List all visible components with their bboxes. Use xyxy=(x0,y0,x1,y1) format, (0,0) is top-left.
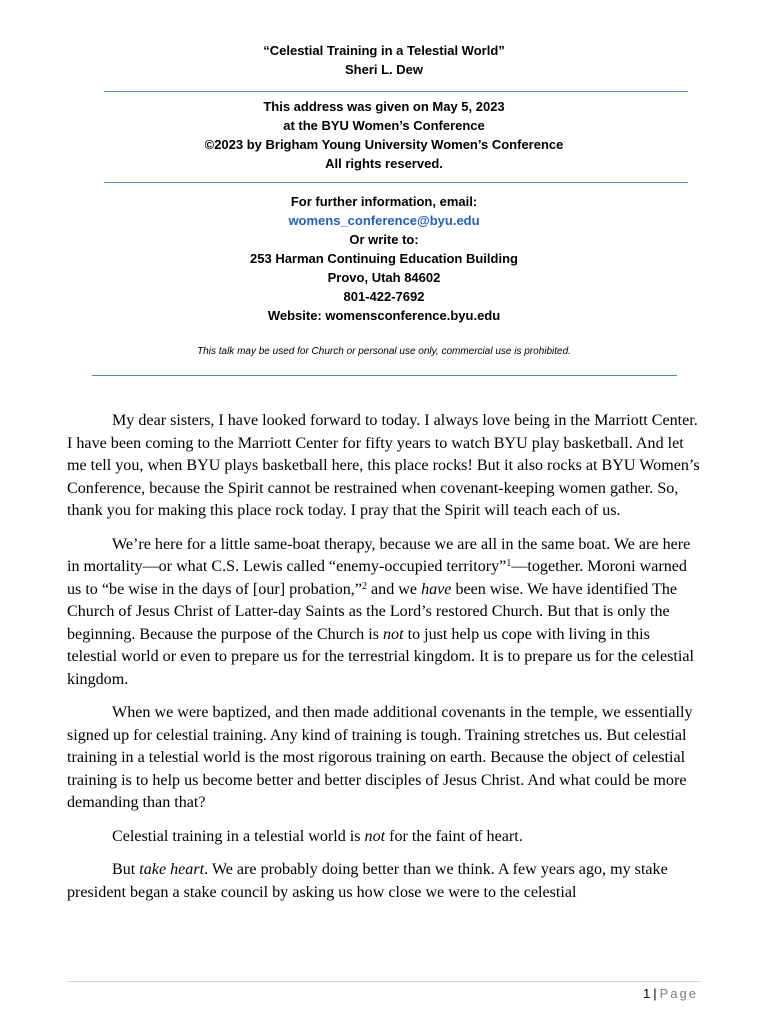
footer-divider xyxy=(67,981,701,982)
copyright-line-rights: All rights reserved. xyxy=(325,156,443,171)
paragraph-4: Celestial training in a telestial world is not for the faint of heart. xyxy=(112,827,523,845)
write-label: Or write to: xyxy=(349,232,419,247)
address-line-2: Provo, Utah 84602 xyxy=(327,270,441,285)
talk-body xyxy=(67,410,701,915)
email-label: For further information, email: xyxy=(290,194,478,209)
copyright-line-date: This address was given on May 5, 2023 xyxy=(263,99,505,114)
talk-author: Sheri L. Dew xyxy=(344,62,424,77)
contact-block xyxy=(0,192,768,325)
email-link[interactable]: womens_conference@byu.edu xyxy=(288,213,480,228)
talk-title: “Celestial Training in a Telestial World” xyxy=(263,43,505,58)
emphasis-take-heart: take heart xyxy=(139,861,205,878)
copyright-line-owner: ©2023 by Brigham Young University Women’s Conference xyxy=(204,137,564,152)
copyright-line-venue: at the BYU Women’s Conference xyxy=(283,118,485,133)
emphasis-not-faint: not xyxy=(364,827,386,845)
page-footer xyxy=(643,986,698,1001)
emphasis-have: have xyxy=(421,580,452,598)
address-line-1: 253 Harman Continuing Education Building xyxy=(250,251,518,266)
footer-separator: | xyxy=(653,986,657,1001)
usage-notice: This talk may be used for Church or personal use only, commercial use is prohibited. xyxy=(197,346,571,357)
phone-number: 801-422-7692 xyxy=(343,289,425,304)
website-line: Website: womensconference.byu.edu xyxy=(267,308,501,323)
paragraph-2: We’re here for a little same-boat therapy, because we are all in the same boat. We are here in mortality—or what C.S. Lewis called “enemy-occupied territory”$^1$—together. Moroni warned us to “be wise in the days of [our] probation,”$^2$ and we have been wise. We have identified The Church of Jesus Christ of Latter-day Saints as the Lord’s restored Church. But that is only the beginning. Because the purpose of the Church is not to just help us cope with living in this telestial world or even to prepare us for the terrestrial kingdom. It is to prepare us for the celestial kingdom. xyxy=(67,535,694,688)
page-label: Page xyxy=(659,986,698,1001)
emphasis-not: not xyxy=(383,625,404,643)
page-number: 1 xyxy=(643,986,651,1001)
footnote-ref-1[interactable]: 1 xyxy=(506,558,512,569)
paragraph-3: When we were baptized, and then made additional covenants in the temple, we essentially signed up for celestial training. Any kind of training is tough. Training stretches us. But celestial training in a telestial world is the most rigorous training on earth. Because the object of celestial training is to help us become better and better disciples of Jesus Christ. And what could be more demanding than that? xyxy=(67,704,693,811)
talk-header xyxy=(0,41,768,79)
paragraph-5: But take heart. We are probably doing better than we think. A few years ago, my stake president began a stake council by asking us how close we were to the celestial xyxy=(67,861,668,901)
copyright-block xyxy=(0,97,768,173)
divider-2 xyxy=(104,182,688,183)
paragraph-1: My dear sisters, I have looked forward to today. I always love being in the Marriott Center. I have been coming to the Marriott Center for fifty years to watch BYU play basketball. And let me tell you, when BYU plays basketball here, this place rocks! But it also rocks at BYU Women’s Conference, because the Spirit cannot be restrained when covenant-keeping women gather. So, thank you for making this place rock today. I pray that the Spirit will teach each of us. xyxy=(67,412,700,519)
footnote-ref-2[interactable]: 2 xyxy=(361,580,367,592)
divider-1 xyxy=(104,91,688,92)
divider-3 xyxy=(92,375,677,376)
